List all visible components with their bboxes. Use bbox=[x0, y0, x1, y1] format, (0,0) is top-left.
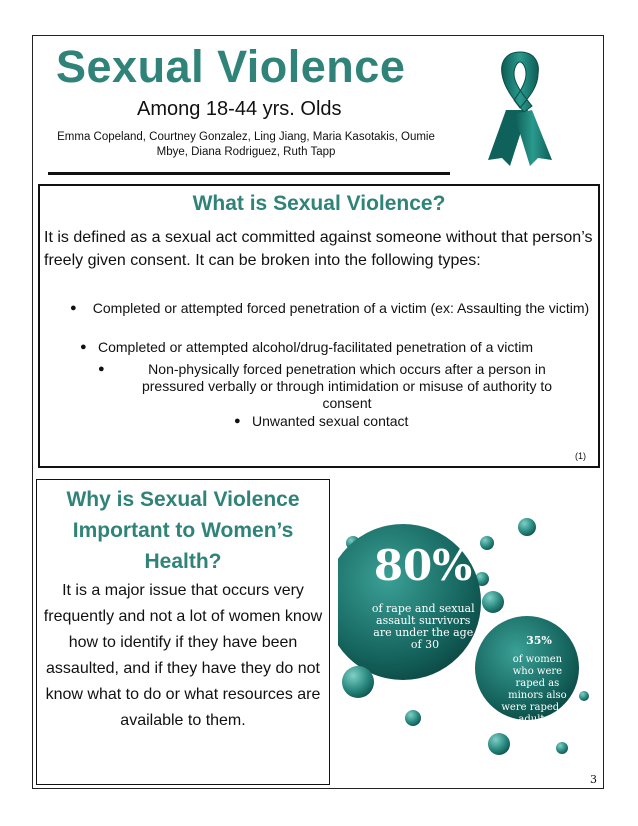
decorative-bubble bbox=[579, 691, 589, 701]
statistics-graphic bbox=[338, 490, 598, 760]
stat2-value: 35% bbox=[526, 634, 552, 647]
authors-list: Emma Copeland, Courtney Gonzalez, Ling Jiang, Maria Kasotakis, Oumie Mbye, Diana Rodriguez, Ruth Tapp bbox=[57, 131, 435, 158]
list-item: ● Unwanted sexual contact bbox=[234, 413, 409, 429]
bullet-icon: ● bbox=[80, 341, 87, 353]
bullet-icon: ● bbox=[70, 302, 77, 314]
stat1-value: 80% bbox=[373, 541, 473, 590]
stat1-text: of rape and sexual assault survivors are under the age of 30 bbox=[371, 602, 475, 651]
citation: (2) bbox=[566, 717, 576, 726]
decorative-bubble bbox=[342, 666, 374, 698]
decorative-bubble bbox=[556, 742, 568, 754]
bullet-icon: ● bbox=[98, 363, 105, 375]
page-title: Sexual Violence bbox=[56, 41, 406, 92]
decorative-bubble bbox=[405, 710, 421, 726]
awareness-ribbon-icon bbox=[484, 48, 556, 168]
what-is-section bbox=[38, 184, 600, 468]
page-subtitle: Among 18-44 yrs. Olds bbox=[137, 98, 342, 120]
decorative-bubble bbox=[482, 591, 504, 613]
decorative-bubble bbox=[518, 518, 536, 536]
list-item: ● Completed or attempted forced penetration of a victim (ex: Assaulting the victim) bbox=[70, 300, 590, 316]
page-number: 3 bbox=[590, 773, 597, 786]
section-heading: What is Sexual Violence? bbox=[192, 192, 446, 215]
definition-text: It is defined as a sexual act committed against someone without that person’s freely given consent. It can be broken into the following types: bbox=[44, 229, 593, 269]
list-item: ● Non-physically forced penetration which occurs after a person in pressured verbally or through intimidation or misuse of authority to consent bbox=[98, 361, 553, 411]
stat2-text: of women who were raped as minors also were raped as adults bbox=[501, 654, 574, 725]
bullet-icon: ● bbox=[234, 415, 241, 427]
importance-section bbox=[36, 479, 330, 785]
list-item: ● Completed or attempted alcohol/drug-facilitated penetration of a victim bbox=[80, 339, 534, 355]
citation: (1) bbox=[575, 451, 586, 461]
section-heading: Why is Sexual Violence Important to Women’s Health? bbox=[66, 488, 300, 573]
header-divider bbox=[48, 172, 450, 175]
decorative-bubble bbox=[480, 536, 494, 550]
importance-text: It is a major issue that occurs very frequently and not a lot of women know how to identify if they have been assaulted, and if they have they do not know what to do or what resources are available to them. bbox=[43, 582, 323, 729]
decorative-bubble bbox=[488, 733, 510, 755]
